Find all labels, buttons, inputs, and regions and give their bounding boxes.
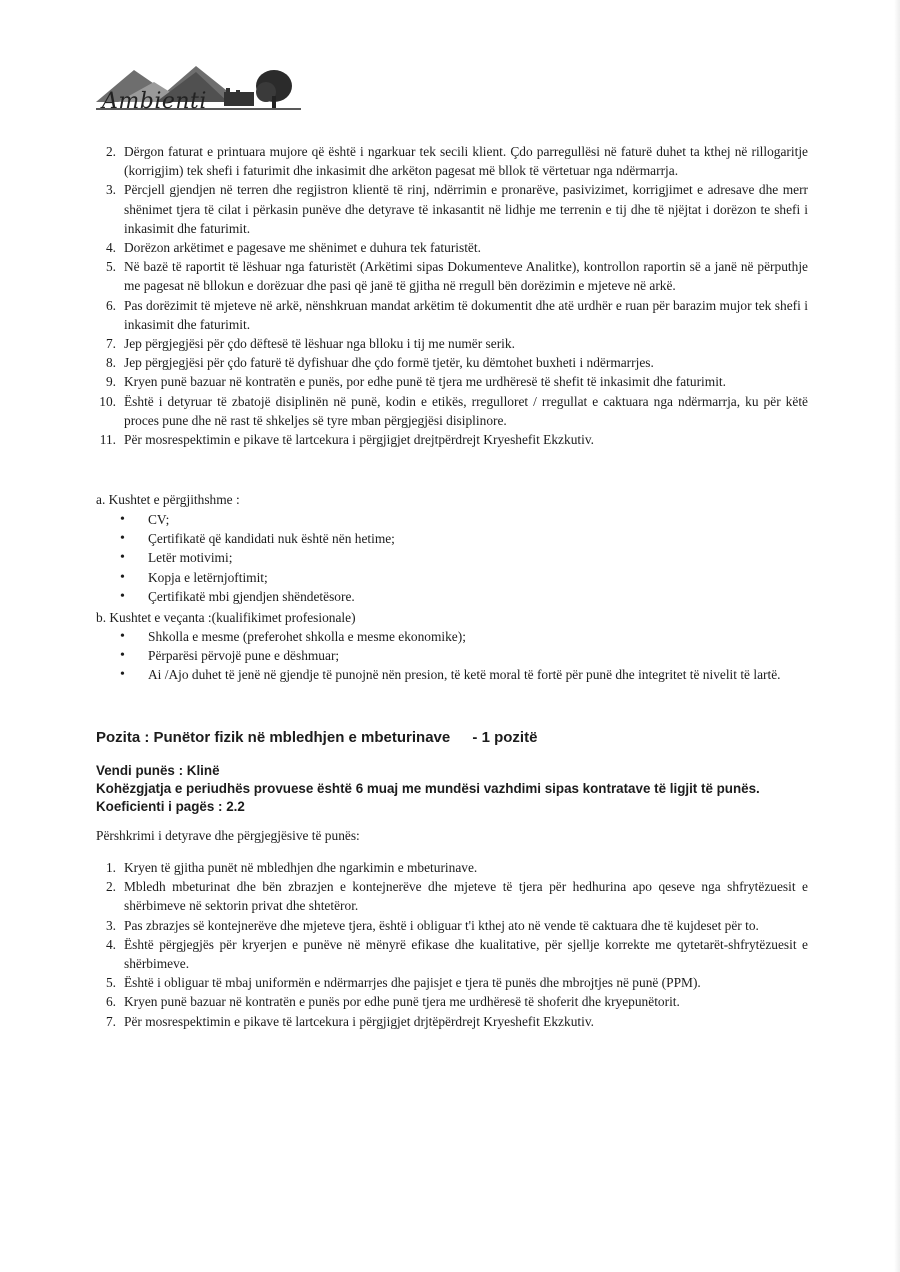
- list-item: • Letër motivimi;: [118, 548, 818, 567]
- list-item: 9. Kryen punë bazuar në kontratën e punës, por edhe punë të tjera me urdhëresë të shefit të inkasimit dhe faturimit.: [105, 374, 726, 390]
- special-conditions-title: b. Kushtet e veçanta :(kualifikimet profesionale): [96, 610, 356, 625]
- list-item: 2. Dërgon faturat e printuara mujore që është i ngarkuar tek secili klient. Çdo parregullësi në faturë duhet ta kthej në rillogaritje (korrigjim) tek shefi i faturimit dhe inkasimit dhe arkëton pagesat më bllok të vërtetuar nga ndërmarrja.: [105, 144, 808, 179]
- list-item: 7. Jep përgjegjësi për çdo dëftesë të lëshuar nga blloku i tij me numër serik.: [105, 336, 515, 352]
- list-item: • Kopja e letërnjoftimit;: [118, 568, 818, 587]
- list-item: • CV;: [118, 510, 818, 529]
- list-item: 6. Kryen punë bazuar në kontratën e punës por edhe punë tjera me urdhëresë të shoferit dhe kryepunëtorit.: [105, 994, 680, 1010]
- work-place: Vendi punës : Klinë: [96, 763, 220, 778]
- list-item: • Çertifikatë mbi gjendjen shëndetësore.: [118, 587, 818, 606]
- company-logo: [96, 52, 306, 124]
- duties-list-worker: [96, 858, 808, 1031]
- general-conditions-list: [118, 510, 818, 606]
- list-item: 2. Mbledh mbeturinat dhe bën zbrazjen e kontejnerëve dhe mjeteve të tjera për hedhurina apo qeseve nga shfrytëzuesit e shërbimeve në sektorin privat dhe shtetëror.: [105, 879, 808, 914]
- list-item: • Çertifikatë që kandidati nuk është nën hetime;: [118, 529, 818, 548]
- list-item: 11. Për mosrespektimin e pikave të lartcekura i përgjigjet drejtpërdrejt Kryeshefit Ekzkutiv.: [99, 432, 594, 448]
- list-item: • Ai /Ajo duhet të jenë në gjendje të punojnë nën presion, të ketë moral të fortë për punë dhe integritet të nivelit të lartë.: [118, 665, 818, 684]
- scan-edge-shadow: [894, 0, 900, 1272]
- list-item: 6. Pas dorëzimit të mjeteve në arkë, nënshkruan mandat arkëtim të dokumentit dhe atë urdhër e ruan për barazim mujor tek shefi i inkasimit dhe faturimit.: [105, 297, 808, 332]
- list-item: • Shkolla e mesme (preferohet shkolla e mesme ekonomike);: [118, 627, 818, 646]
- general-conditions-title: a. Kushtet e përgjithshme :: [96, 492, 240, 507]
- list-item: 4. Dorëzon arkëtimet e pagesave me shënimet e duhura tek faturistët.: [105, 240, 481, 256]
- special-conditions-list: [118, 627, 818, 685]
- list-item: 3. Pas zbrazjes së kontejnerëve dhe mjeteve tjera, është i obliguar t'i kthej ato në vende të caktuara dhe të kujdeset për to.: [105, 917, 759, 933]
- salary-coefficient: Koeficienti i pagës : 2.2: [96, 799, 245, 814]
- list-item: 1. Kryen të gjitha punët në mbledhjen dhe ngarkimin e mbeturinave.: [105, 860, 478, 875]
- list-item: 4. Është përgjegjës për kryerjen e punëve në mënyrë efikase dhe kualitative, për sjellje korrekte me qytetarët-shfrytëzuesit e shërbimeve.: [105, 936, 808, 972]
- list-item: 7. Për mosrespektimin e pikave të lartcekura i përgjigjet drjtëpërdrejt Kryeshefit Ekzkutiv.: [105, 1013, 594, 1029]
- probation-period: Kohëzgjatja e periudhës provuese është 6 muaj me mundësi vazhdimi sipas kontratave të ligjit të punës.: [96, 781, 760, 796]
- position-count: - 1 pozitë: [472, 729, 538, 746]
- list-item: 10. Është i detyruar të zbatojë disiplinën në punë, kodin e etikës, rregulloret / rregullat e caktuara nga ndërmarrja, ku për këtë proces pune dhe në rast të shkeljes së tyre mban përgjegjësi disiplinore.: [99, 393, 808, 428]
- list-item: 5. Është i obliguar të mbaj uniformën e ndërmarrjes dhe pajisjet e tjera të punës dhe mbrojtjes në punë (PPM).: [105, 975, 701, 991]
- duties-title: Përshkrimi i detyrave dhe përgjegjësive të punës:: [96, 828, 360, 843]
- position-details: [96, 762, 816, 816]
- list-item: 5. Në bazë të raportit të lëshuar nga faturistët (Arkëtimi sipas Dokumenteve Analitke), kontrollon raportin së a janë në përputhje me pagesat në bllokun e dorëzuar dhe pasi që janë të gjitha në rregull bën dorëzimin e mjeteve në arkë.: [105, 259, 808, 294]
- list-item: 3. Përcjell gjendjen në terren dhe regjistron klientë të rinj, ndërrimin e pronarëve, pasivizimet, korrigjimet e adresave dhe merr shënimet tjera të cilat i përkasin punëve dhe detyrave të inkasantit në lidhje me terrenin e tij dhe të njëjtat i dorëzon te shefi i inkasimit dhe faturimit.: [105, 182, 808, 236]
- position-title: Pozita : Punëtor fizik në mbledhjen e mbeturinave: [96, 729, 451, 746]
- logo-text: Ambienti: [102, 89, 207, 114]
- list-item: • Përparësi përvojë pune e dëshmuar;: [118, 646, 818, 665]
- duties-list-inkasant: [96, 142, 808, 449]
- list-item: 8. Jep përgjegjësi për çdo faturë të dyfishuar dhe çdo formë tjetër, ku dëmtohet buxheti i ndërmarrjes.: [105, 355, 654, 371]
- position-heading: [96, 728, 537, 747]
